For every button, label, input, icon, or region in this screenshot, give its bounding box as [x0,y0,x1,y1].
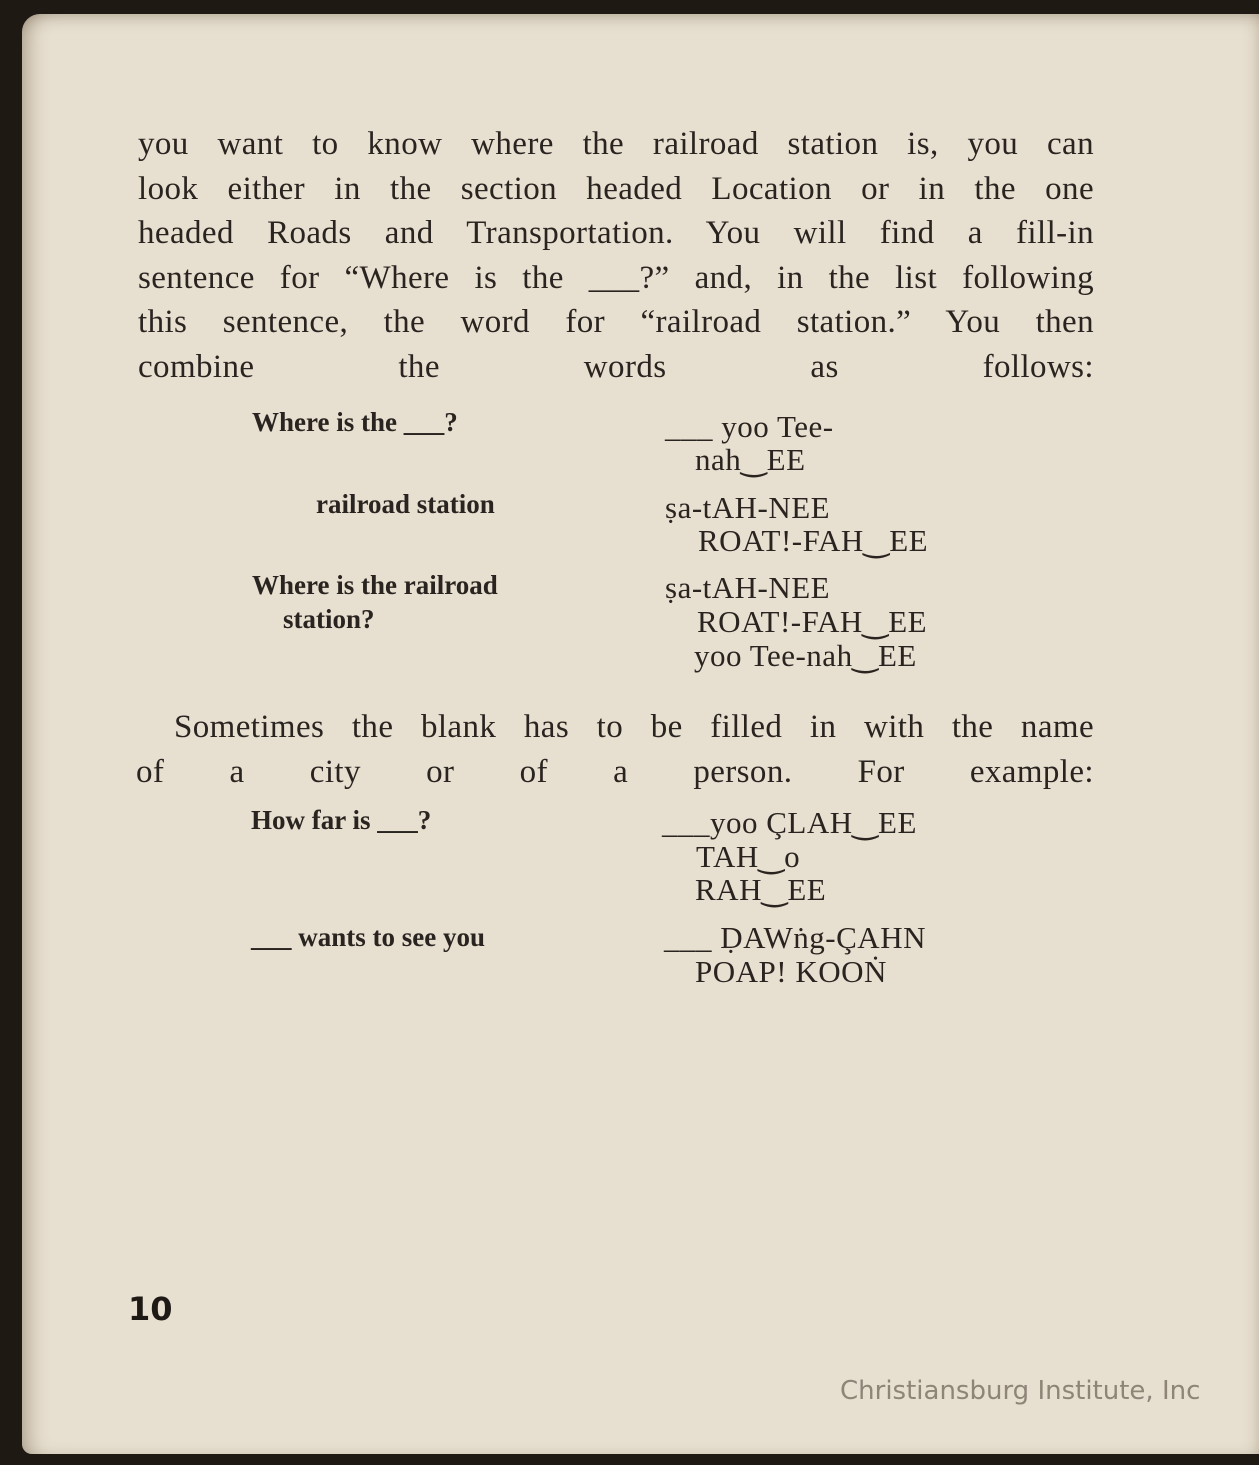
phrase-pronunciation: nah‿EE [695,442,806,477]
text-line: look either in the section headed Location or in the one [138,170,1094,207]
page-number: 10 [128,1290,173,1328]
text-line: Sometimes the blank has to be filled in with the name [174,709,1094,745]
phrase-pronunciation: ṣa-tAH-NEE [665,490,831,525]
phrase-english: How far is ___? [251,805,432,835]
phrase-english: Where is the railroad [252,570,498,600]
middle-paragraph [136,705,1094,794]
phrase-english: Where is the ___? [252,407,458,437]
phrase-pronunciation: ___yoo ÇLAH‿EE [662,805,917,840]
phrase-pronunciation: ROAT!-FAH‿EE [698,523,929,558]
text-line: combine the words as follows: [138,348,1094,385]
phrase-pronunciation: ROAT!-FAH‿EE [697,604,928,639]
phrase-pronunciation: RAH‿EE [695,872,827,907]
text-line: headed Roads and Transportation. You will find a fill-in [138,215,1094,252]
phrase-pronunciation: ṣa-tAH-NEE [665,570,831,605]
phrase-pronunciation: ___ yoo Tee- [665,409,834,444]
watermark: Christiansburg Institute, Inc [840,1376,1201,1406]
phrase-pronunciation: ___ ḌAWṅg-ÇAHN [664,920,926,955]
phrase-pronunciation: yoo Tee-nah‿EE [694,638,917,673]
phrase-english: station? [283,604,375,634]
phrase-english: ___ wants to see you [251,922,485,952]
phrase-pronunciation: TAH‿o [696,839,801,874]
text-line: of a city or of a person. For example: [136,753,1094,790]
phrase-english: railroad station [316,489,495,519]
text-line: this sentence, the word for “railroad station.” You then [138,304,1094,341]
phrase-pronunciation: POAP! KOOṄ [695,954,887,989]
text-line: sentence for “Where is the ___?” and, in the list following [138,259,1094,296]
intro-paragraph [138,122,1094,390]
text-line: you want to know where the railroad station is, you can [138,126,1094,162]
